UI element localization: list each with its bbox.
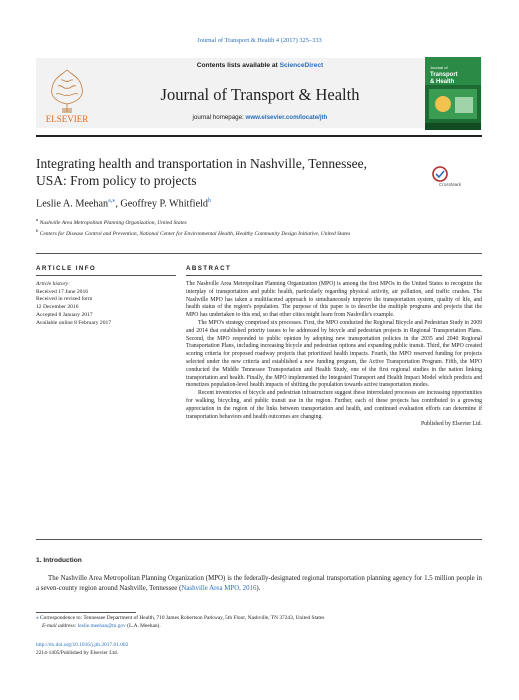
abstract-heading: ABSTRACT: [186, 265, 232, 272]
homepage-link[interactable]: www.elsevier.com/locate/jth: [245, 114, 328, 121]
title-divider: [36, 253, 482, 254]
svg-text:Journal of: Journal of: [430, 65, 448, 70]
elsevier-logo: [36, 62, 98, 124]
affiliation-a: $^a$ Nashville Area Metropolitan Planning Organization, United States: [36, 217, 187, 226]
abstract-paragraph: The MPO's strategy comprised six processes. First, the MPO conducted the Regional Bicycle and Pedestrian Study in 2009 and 2014 that established priority issues to be addressed by bicycle and pedestrian projects in Regional Transportation Plans. Second, the MPO responded to public opinion by adopting new transportation policies in the 2035 and 2040 Regional Transportation Plans, including increasing bicycle and pedestrian options and expanding public transit. Third, the MPO created scoring criteria for proposed roadway projects that prioritized health impacts. Fourth, the MPO reserved funding for projects selected under the new criteria and established a new funding program, the Active Transportation Program. Fifth, the MPO conducted the Middle Tennessee Transportation and Health Study, one of the first regional studies in the nation linking transportation and health. Finally, the MPO implemented the Integrated Transport and Health Impact Model which predicts and monetizes population-level health impacts of shifting the population towards active transportation modes.: [186, 319, 482, 389]
journal-title: Journal of Transport & Health: [160, 85, 360, 104]
article-history: [36, 281, 181, 327]
publisher-note: Published by Elsevier Ltd.: [420, 421, 482, 428]
introduction-paragraph: The Nashville Area Metropolitan Planning Organization (MPO) is the federally-designated regional transportation planning agency for 1.5 million people in a seven-county region around Nashville, Tennessee (Nashville Area MPO, 2016).: [36, 575, 482, 592]
journal-homepage: journal homepage: www.elsevier.com/locate/jth: [192, 114, 328, 121]
article-info-heading: ARTICLE INFO: [36, 265, 97, 272]
journal-cover-image: [425, 57, 481, 130]
abstract-paragraph: The Nashville Area Metropolitan Planning Organization (MPO) is among the first MPOs in the United States to recognize the interplay of transportation and public health, particularly regarding physical activity, air pollution, and traffic crashes. The Nashville MPO has taken a multifaceted approach to simultaneously improve the transportation system, quality of life, and health status of the region's population. The purpose of this paper is to describe the multiple programs and projects that the MPO has undertaken to this end, so that other cities might learn from Nashville's example.: [186, 281, 482, 319]
correspondence-footnote: ⁎ Correspondence to: Tennessee Department of Health, 710 James Robertson Parkway, 5th Floor, Nashville, TN 37243, United States E-mail address: leslie.meehan@tn.gov (L.A. Meehan).: [36, 615, 325, 629]
history-line: 12 December 2016: [36, 304, 79, 311]
doi-link[interactable]: http://dx.doi.org/10.1016/j.jth.2017.01.002: [36, 642, 129, 648]
crossmark-icon: [433, 167, 447, 181]
email-link[interactable]: leslie.meehan@tn.gov: [77, 622, 126, 629]
article-info-rule: [36, 275, 176, 276]
footnote-rule: [36, 612, 136, 613]
svg-text:Transport: Transport: [430, 72, 458, 78]
history-line: Received 17 June 2016: [36, 288, 89, 295]
history-label: Article history:: [36, 281, 71, 287]
journal-reference-link[interactable]: Journal of Transport & Health 4 (2017) 325–333: [197, 37, 322, 44]
contents-availability: Contents lists available at ScienceDirect: [196, 62, 324, 69]
affiliation-b: $^b$ Centers for Disease Control and Prevention, National Center for Environmental Health, Healthy Community Design Initiative, United States: [36, 228, 351, 238]
author-affiliation-marker[interactable]: a,⁎: [108, 198, 116, 204]
author-affiliation-marker[interactable]: b: [208, 198, 212, 204]
header-divider: [36, 135, 482, 137]
history-line: Available online 8 February 2017: [36, 319, 112, 326]
author-name: Leslie A. Meehan: [36, 198, 109, 210]
abstract-rule: [186, 275, 482, 276]
footnote-marker[interactable]: ⁎: [36, 615, 39, 621]
abstract-divider: [36, 539, 482, 540]
abstract-body: [186, 281, 482, 429]
section-heading-introduction: 1. Introduction: [36, 557, 82, 564]
article-title: Integrating health and transportation in Nashville, Tennessee, USA: From policy to projects: [36, 156, 367, 188]
issn-line: 2214-1405/Published by Elsevier Ltd.: [36, 649, 119, 656]
history-line: Accepted 8 January 2017: [36, 311, 93, 318]
affiliations: [36, 216, 466, 238]
history-line: Received in revised form: [36, 296, 93, 303]
doi-block: [36, 642, 128, 658]
svg-text:CrossMark: CrossMark: [438, 182, 462, 187]
citation-link[interactable]: Nashville Area MPO, 2016: [181, 585, 257, 592]
svg-text:& Health: & Health: [430, 79, 455, 85]
author-list: Leslie A. Meehan$^{a,⁎}$, Geoffrey P. Whitfield$^b$: [36, 198, 212, 210]
author-name: Geoffrey P. Whitfield: [120, 198, 209, 210]
abstract-paragraph: Recent inventories of bicycle and pedestrian infrastructure suggest these interrelated processes are increasing opportunities for walking, bicycling, and public transit use in the region. Further, each of these projects has contributed to a growing appreciation in the region of the links between transportation and health, and continued evaluation efforts can determine if transportation behaviors and health outcomes are changing.: [186, 390, 482, 420]
elsevier-wordmark: ELSEVIER: [45, 114, 89, 124]
sciencedirect-link[interactable]: ScienceDirect: [279, 62, 324, 69]
crossmark-button[interactable]: [430, 166, 470, 188]
